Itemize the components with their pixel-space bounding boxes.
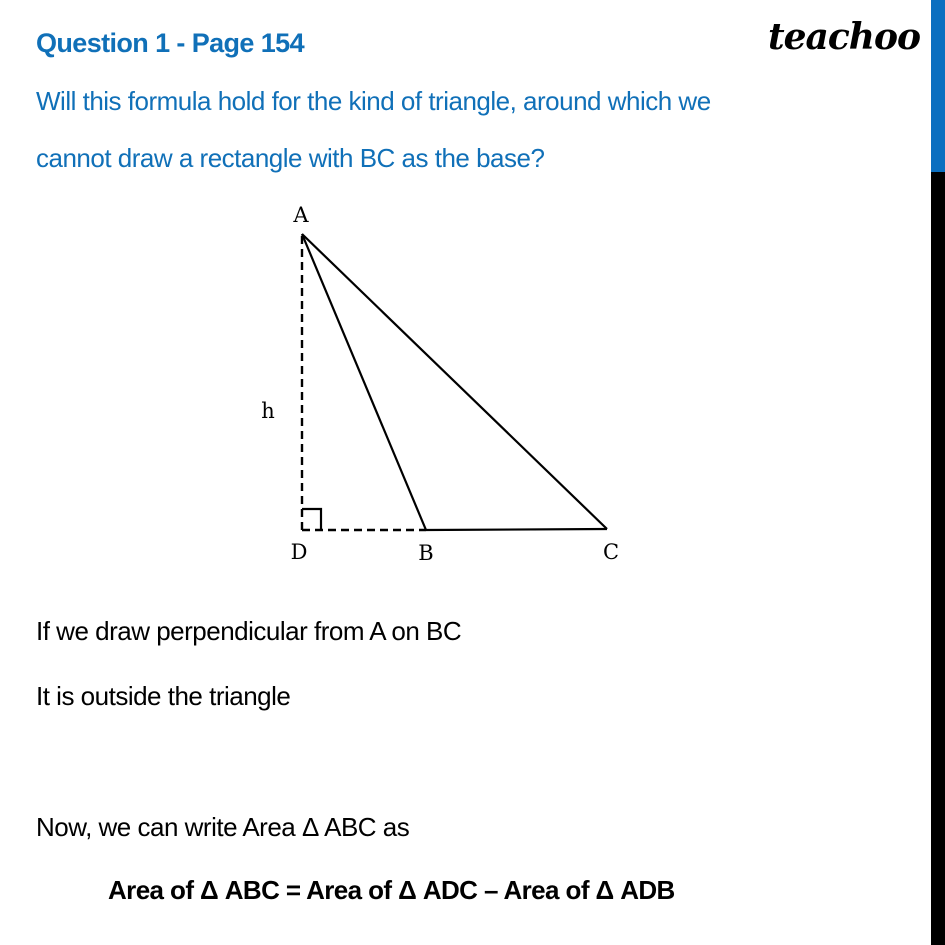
side-ac [302, 234, 607, 529]
side-ab [302, 234, 426, 530]
label-b: B [418, 541, 434, 565]
area-formula: Area of Δ ABC = Area of Δ ADC – Area of Δ ADB [108, 875, 675, 905]
label-a: A [293, 203, 309, 227]
question-text-line-1: Will this formula hold for the kind of triangle, around which we [36, 86, 711, 116]
body-line-perpendicular: If we draw perpendicular from A on BC [36, 616, 462, 646]
right-angle-marker [302, 509, 321, 530]
label-c: C [602, 540, 620, 564]
question-text-line-2: cannot draw a rectangle with BC as the base? [36, 143, 545, 173]
label-d: D [290, 540, 308, 564]
side-bc [426, 529, 607, 530]
question-title: Question 1 - Page 154 [36, 28, 304, 58]
body-line-outside: It is outside the triangle [36, 681, 291, 711]
sidebar-accent-black [931, 172, 945, 945]
teachoo-logo: teachoo [768, 16, 920, 58]
label-h: h [261, 399, 275, 423]
sidebar-accent-blue [931, 0, 945, 172]
body-line-area-intro: Now, we can write Area Δ ABC as [36, 812, 410, 842]
